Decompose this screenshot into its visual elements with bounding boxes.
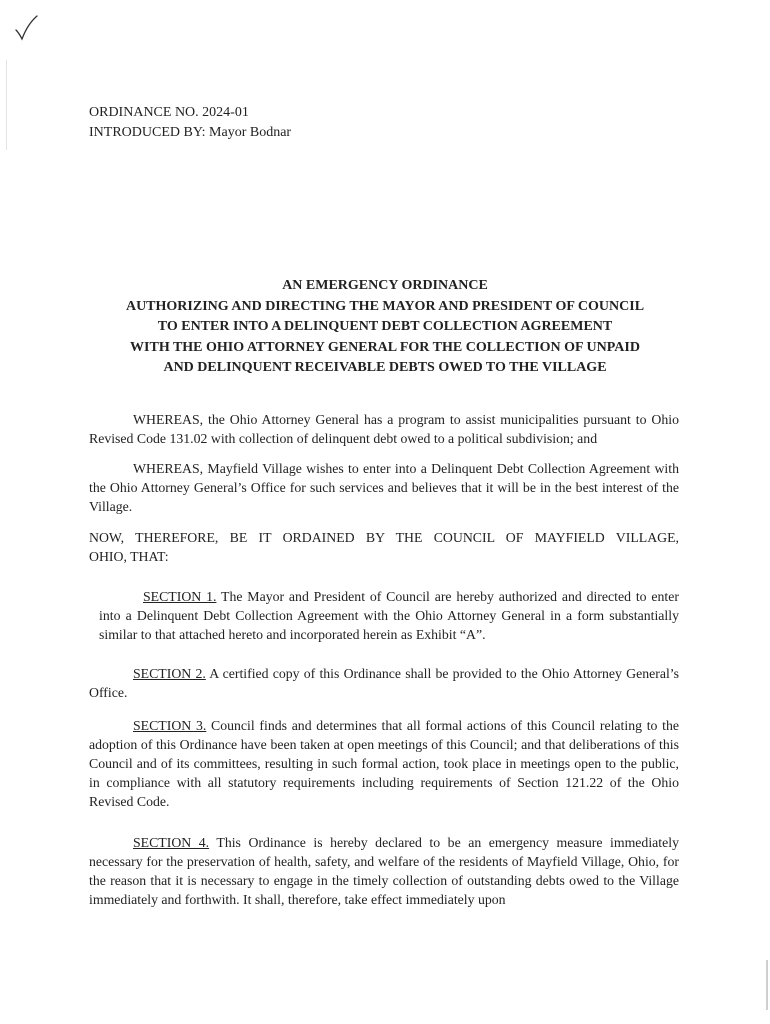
now-therefore-paragraph: [89, 528, 679, 566]
ordinance-number: ORDINANCE NO. 2024-01: [89, 105, 249, 120]
introduced-by: INTRODUCED BY: Mayor Bodnar: [89, 125, 292, 140]
now-therefore-line-1: NOW, THEREFORE, BE IT ORDAINED BY THE COUNCIL OF MAYFIELD VILLAGE,: [89, 530, 679, 545]
section-3-label: SECTION 3.: [133, 718, 207, 733]
title-line: AUTHORIZING AND DIRECTING THE MAYOR AND PRESIDENT OF COUNCIL: [125, 298, 645, 314]
title-line: WITH THE OHIO ATTORNEY GENERAL FOR THE COLLECTION OF UNPAID: [130, 339, 640, 355]
section-2-text: A certified copy of this Ordinance shall be provided to the Ohio Attorney General’s Office.: [89, 666, 679, 700]
section-4-label: SECTION 4.: [133, 835, 210, 850]
section-2-paragraph: [89, 664, 679, 702]
section-4-paragraph: [89, 833, 679, 909]
section-1-paragraph: [99, 587, 679, 644]
section-1-label: SECTION 1.: [143, 589, 217, 604]
section-3-text: Council finds and determines that all formal actions of this Council relating to the adoption of this Ordinance have been taken at open meetings of this Council; and that deliberations of this Council and of its committees, resulting in such formal action, took place in meetings open to the public, in compliance with all statutory requirements including requirements of Section 121.22 of the Ohio Revised Code.: [89, 718, 679, 809]
now-therefore-line-2: OHIO, THAT:: [89, 549, 169, 564]
title-line: TO ENTER INTO A DELINQUENT DEBT COLLECTION AGREEMENT: [157, 319, 613, 334]
section-1-text: The Mayor and President of Council are hereby authorized and directed to enter into a Delinquent Debt Collection Agreement with the Ohio Attorney General in a form substantially similar to that attached hereto and incorporated herein as Exhibit “A”.: [99, 589, 679, 642]
section-4-text: This Ordinance is hereby declared to be an emergency measure immediately necessary for the preservation of health, safety, and welfare of the residents of Mayfield Village, Ohio, for the reason that it is necessary to engage in the timely collection of outstanding debts owed to the Village immediately and forthwith. It shall, therefore, take effect immediately upon: [89, 835, 679, 907]
handwritten-checkmark-icon: [14, 14, 38, 42]
scan-edge-mark: [766, 960, 768, 1010]
ordinance-title: [60, 276, 710, 379]
whereas-paragraph-2: WHEREAS, Mayfield Village wishes to enter into a Delinquent Debt Collection Agreement with the Ohio Attorney General’s Office for such services and believes that it will be in the best interest of the Village.: [89, 461, 679, 514]
whereas-paragraph-1: WHEREAS, the Ohio Attorney General has a program to assist municipalities pursuant to Ohio Revised Code 131.02 with collection of delinquent debt owed to a political subdivision; and: [89, 412, 679, 446]
section-2-label: SECTION 2.: [133, 666, 206, 681]
title-line: AN EMERGENCY ORDINANCE: [282, 278, 488, 293]
section-3-paragraph: [89, 716, 679, 811]
ordinance-header: [89, 103, 291, 143]
scan-edge-line: [6, 60, 7, 150]
title-line: AND DELINQUENT RECEIVABLE DEBTS OWED TO THE VILLAGE: [163, 360, 607, 375]
